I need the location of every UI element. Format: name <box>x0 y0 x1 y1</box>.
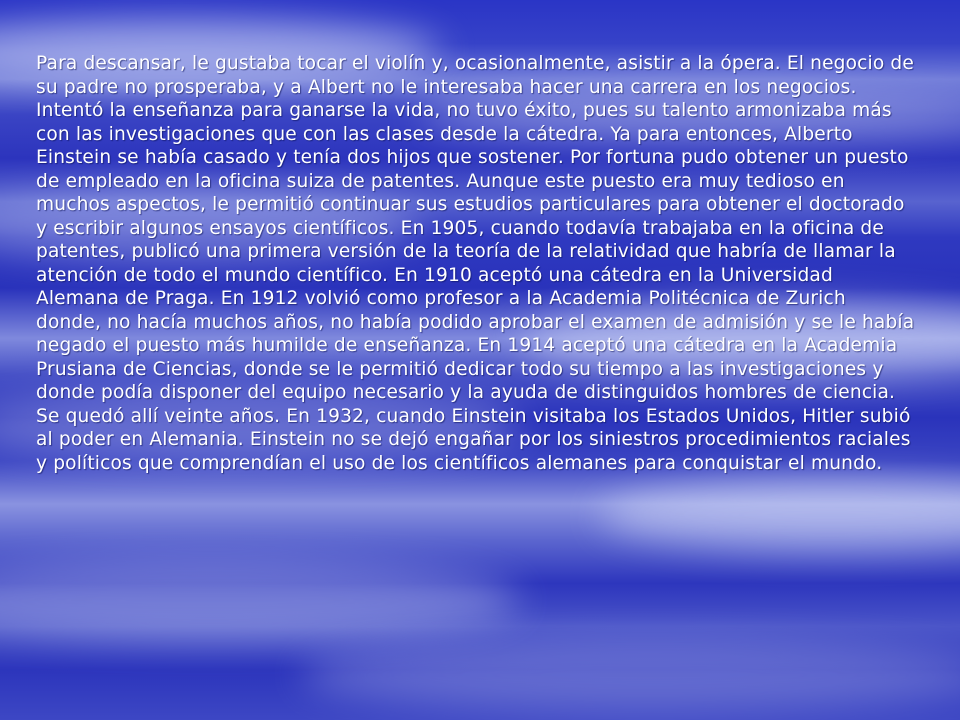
cloud-decoration <box>300 640 960 710</box>
cloud-decoration <box>0 560 520 640</box>
cloud-decoration <box>600 480 960 550</box>
body-paragraph: Para descansar, le gustaba tocar el violín y, ocasionalmente, asistir a la ópera. El negocio de su padre no prosperaba, y a Albert no le interesaba hacer una carrera en los negocios. Intentó la enseñanza para ganarse la vida, no tuvo éxito, pues su talento armonizaba más con las investigaciones que con las clases desde la cátedra. Ya para entonces, Alberto Einstein se había casado y tenía dos hijos que sostener. Por fortuna pudo obtener un puesto de empleado en la oficina suiza de patentes. Aunque este puesto era muy tedioso en muchos aspectos, le permitió continuar sus estudios particulares para obtener el doctorado y escribir algunos ensayos científicos. En 1905, cuando todavía trabajaba en la oficina de patentes, publicó una primera versión de la teoría de la relatividad que habría de llamar la atención de todo el mundo científico. En 1910 aceptó una cátedra en la Universidad Alemana de Praga. En 1912 volvió como profesor a la Academia Politécnica de Zurich donde, no hacía muchos años, no había podido aprobar el examen de admisión y se le había negado el puesto más humilde de enseñanza. En 1914 aceptó una cátedra en la Academia Prusiana de Ciencias, donde se le permitió dedicar todo su tiempo a las investigaciones y donde podía disponer del equipo necesario y la ayuda de distinguidos hombres de ciencia. Se quedó allí veinte años. En 1932, cuando Einstein visitaba los Estados Unidos, Hitler subió al poder en Alemania. Einstein no se dejó engañar por los siniestros procedimientos raciales y políticos que comprendían el uso de los científicos alemanes para conquistar el mundo. <box>36 53 915 474</box>
